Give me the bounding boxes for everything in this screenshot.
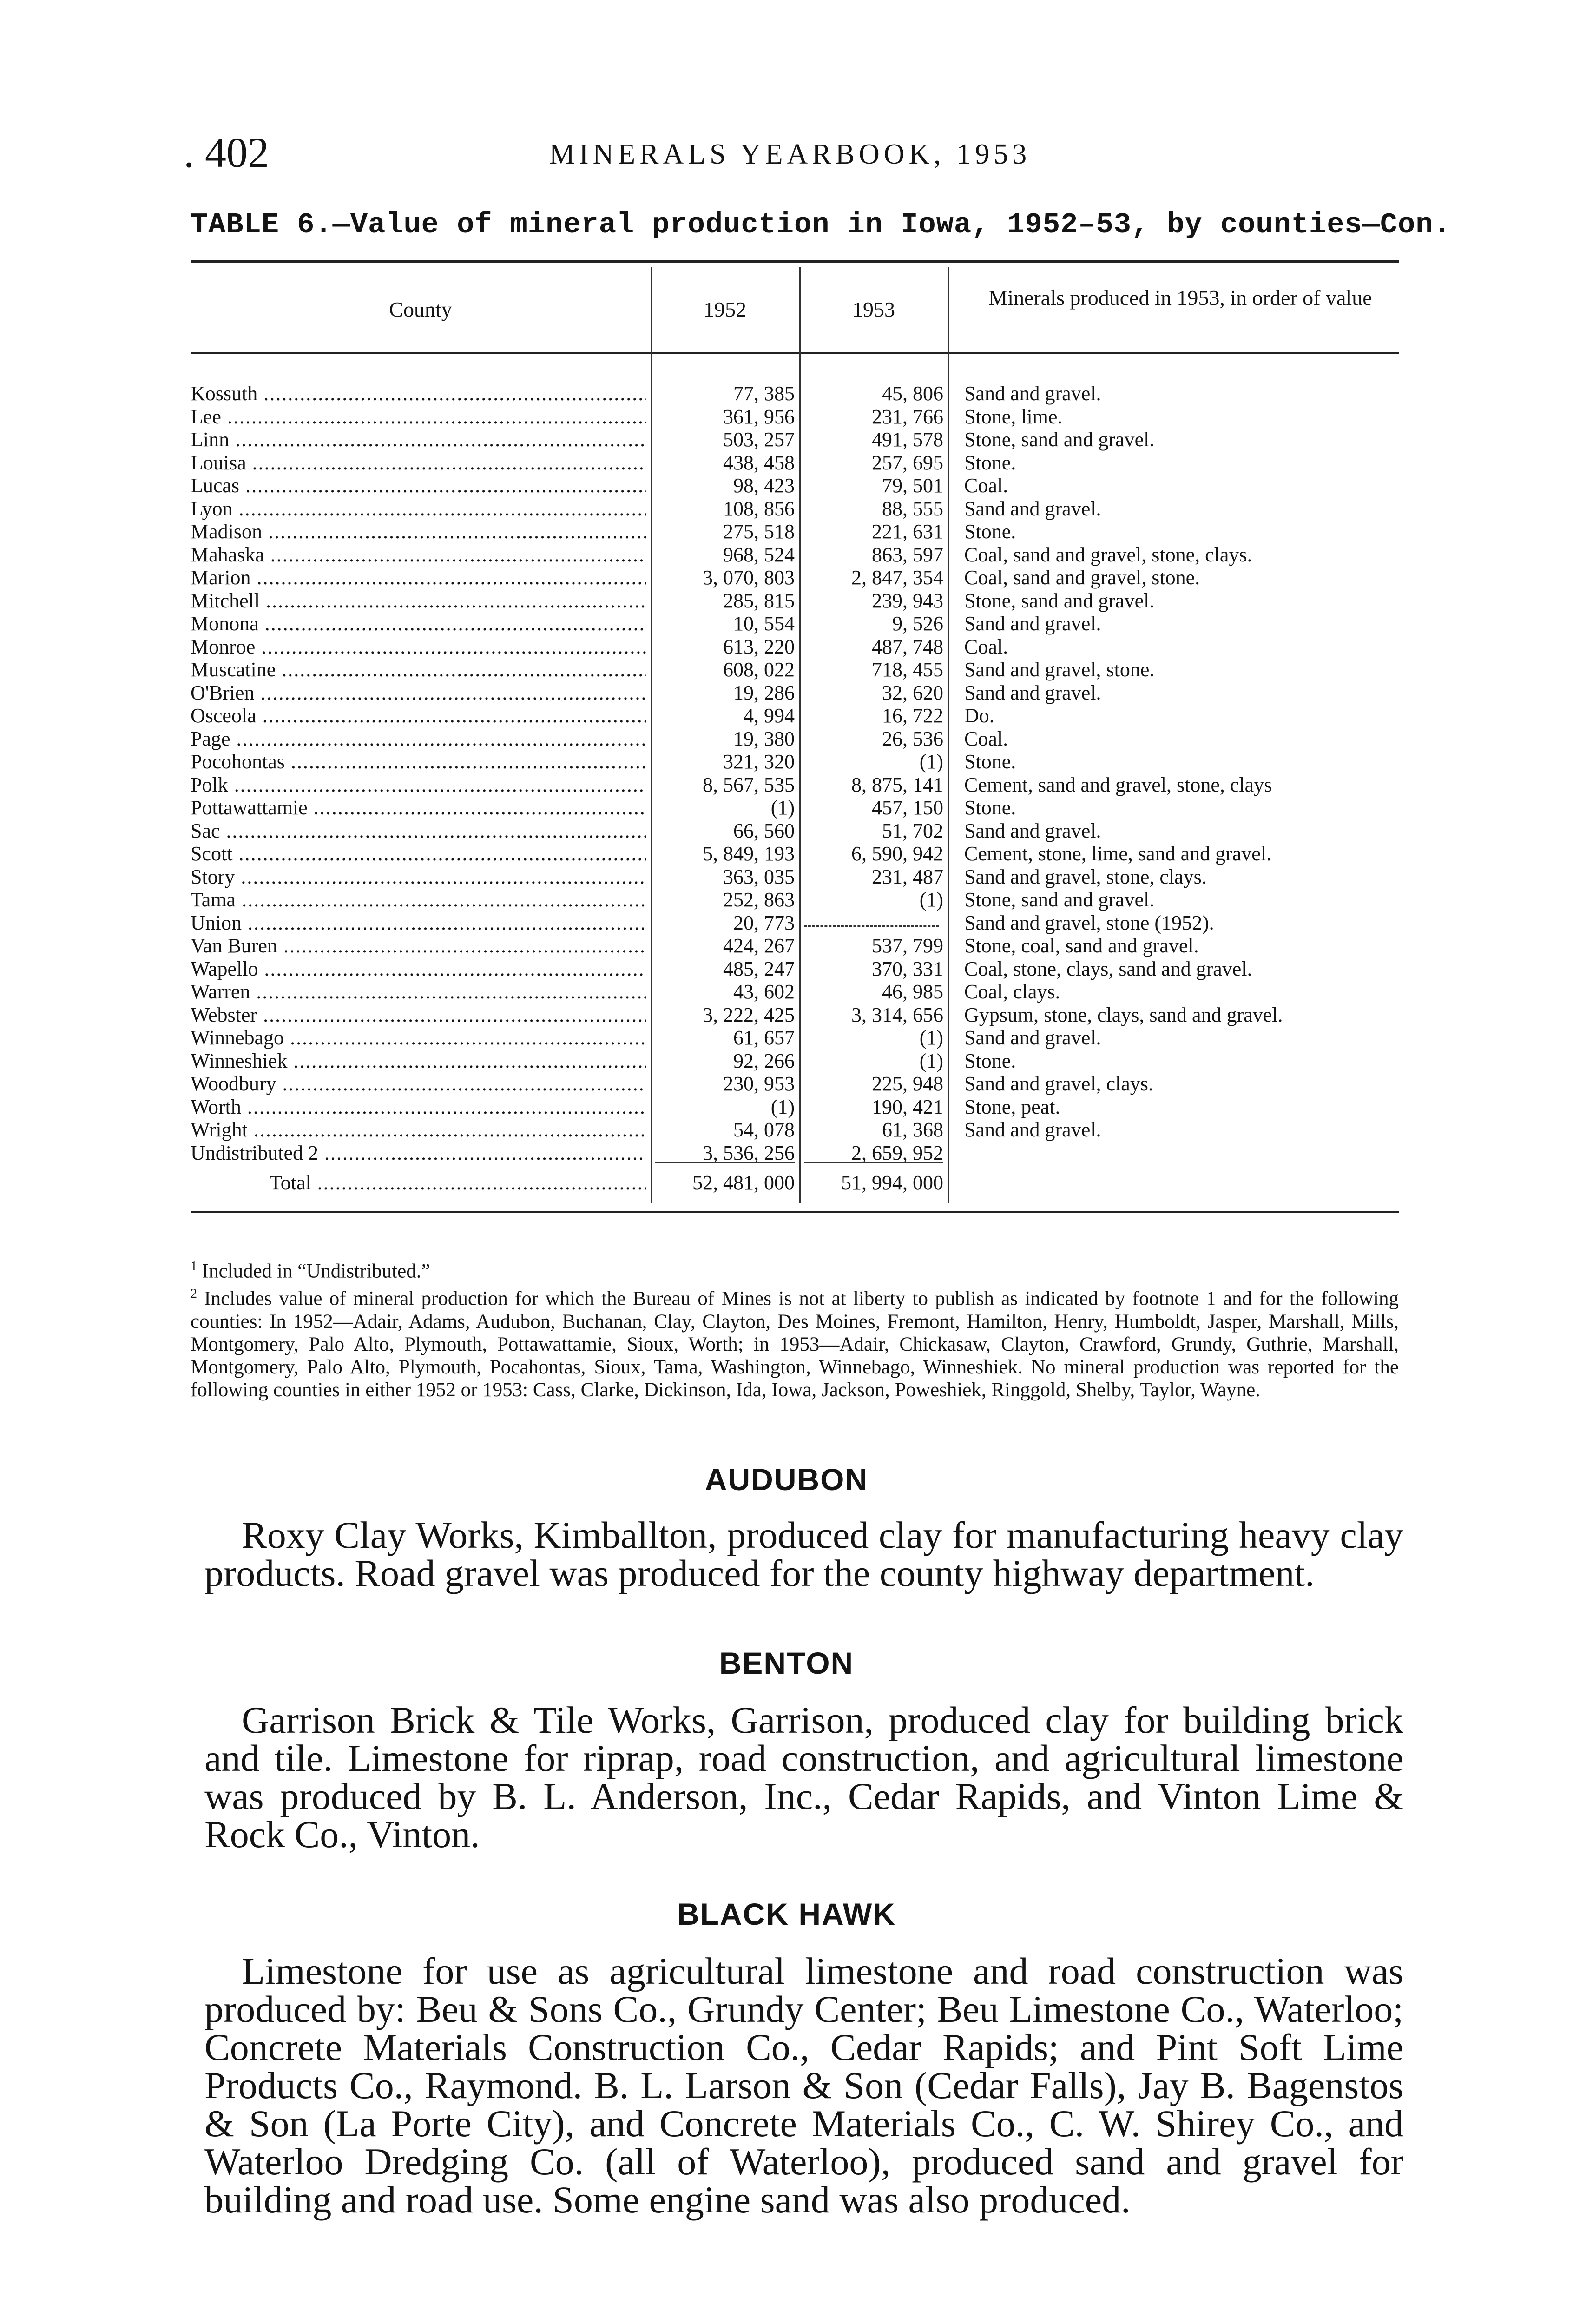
minerals-cell: Cement, stone, lime, sand and gravel. <box>964 842 1272 865</box>
minerals-cell: Stone. <box>964 750 1016 773</box>
county-cell: Undistributed 2 ..... <box>191 1142 646 1165</box>
footnote-2 <box>191 1282 1399 1401</box>
footnote-1 <box>191 1255 1399 1282</box>
value-1952-cell: 3, 536, 256 <box>703 1141 795 1164</box>
minerals-cell: Sand and gravel. <box>964 1118 1101 1141</box>
value-1952-cell: 363, 035 <box>723 865 795 888</box>
table-row <box>191 428 1399 451</box>
column-header-1953: 1953 <box>852 297 895 321</box>
value-1953-cell: 3, 314, 656 <box>851 1003 943 1026</box>
value-1953-cell: 26, 536 <box>882 727 943 750</box>
minerals-cell: Stone. <box>964 451 1016 474</box>
value-1952-cell: 5, 849, 193 <box>703 842 795 865</box>
county-cell: Monroe ..... <box>191 635 646 659</box>
value-1952-cell: 66, 560 <box>733 819 795 842</box>
table-row <box>191 566 1399 589</box>
table-row <box>191 451 1399 475</box>
minerals-cell: Sand and gravel. <box>964 497 1101 520</box>
minerals-cell: Coal, sand and gravel, stone, clays. <box>964 543 1252 566</box>
county-cell: Lyon ..... <box>191 497 646 521</box>
table-body <box>191 382 1399 1164</box>
value-1953-cell: 370, 331 <box>872 957 943 980</box>
value-1952-cell: 20, 773 <box>733 911 795 934</box>
value-1953-cell: (1) <box>919 888 943 911</box>
value-1952-cell: 275, 518 <box>723 520 795 543</box>
column-header-minerals: Minerals produced in 1953, in order of value <box>988 286 1372 310</box>
total-1952: 52, 481, 000 <box>692 1171 795 1194</box>
footnote-2-text: Includes value of mineral production for which the Bureau of Mines is not at liberty to publish as indicated by footnote 1 and for the following counties: In 1952—Adair, Adams, Audubon, Buchanan, Clay, Clayton, Des Moines, Fremont, Hamilton, Henry, Humboldt, Jasper, Marshall, Mills, Montgomery, Palo Alto, Plymouth, Pottawattamie, Sioux, Worth; in 1953—Adair, Chickasaw, Clayton, Crawford, Grundy, Guthrie, Marshall, Montgomery, Palo Alto, Plymouth, Pocahontas, Sioux, Tama, Washington, Winnebago, Winneshiek. No mineral production was reported for the following counties in either 1952 or 1953: Cass, Clarke, Dickinson, Ida, Iowa, Jackson, Poweshiek, Ringgold, Shelby, Taylor, Wayne. <box>191 1287 1399 1401</box>
value-1952-cell: 8, 567, 535 <box>703 773 795 796</box>
section-text-audubon: Roxy Clay Works, Kimballton, produced clay for manufacturing heavy clay products. Road gravel was produced for the county highway department. <box>204 1514 1403 1594</box>
table-row <box>191 1118 1399 1142</box>
minerals-cell: Coal, clays. <box>964 980 1060 1003</box>
county-cell: Lee ..... <box>191 405 646 429</box>
value-1953-cell <box>804 911 939 927</box>
table-row <box>191 1072 1399 1096</box>
county-cell: Winneshiek ..... <box>191 1050 646 1073</box>
minerals-cell: Sand and gravel. <box>964 382 1101 405</box>
total-1953: 51, 994, 000 <box>841 1171 943 1194</box>
table-row <box>191 1050 1399 1073</box>
county-cell: Wapello ..... <box>191 957 646 981</box>
county-cell: Tama ..... <box>191 888 646 911</box>
footnote-marker: 2 <box>191 1287 197 1301</box>
value-1953-cell: 257, 695 <box>872 451 943 474</box>
table-row <box>191 888 1399 911</box>
minerals-cell: Stone. <box>964 1049 1016 1072</box>
table-row <box>191 658 1399 681</box>
county-cell: Osceola ..... <box>191 704 646 727</box>
value-1952-cell: 92, 266 <box>733 1049 795 1072</box>
county-cell: Madison ..... <box>191 520 646 543</box>
column-header-county: County <box>389 297 452 321</box>
minerals-cell: Sand and gravel. <box>964 1026 1101 1049</box>
value-1953-cell: 32, 620 <box>882 681 943 704</box>
value-1952-cell: 10, 554 <box>733 612 795 635</box>
total-label: Total ..... <box>270 1169 646 1197</box>
value-1953-cell: 2, 847, 354 <box>851 566 943 589</box>
value-1952-cell: (1) <box>770 1095 795 1118</box>
value-1952-cell: 3, 070, 803 <box>703 566 795 589</box>
minerals-cell: Stone. <box>964 520 1016 543</box>
value-1953-cell: 45, 806 <box>882 382 943 405</box>
county-cell: Webster ..... <box>191 1004 646 1027</box>
minerals-cell: Stone, lime. <box>964 405 1063 428</box>
table-row <box>191 635 1399 659</box>
column-header-1952: 1952 <box>704 297 746 321</box>
minerals-cell: Sand and gravel, stone. <box>964 658 1155 681</box>
value-1952-cell: 438, 458 <box>723 451 795 474</box>
section-text-benton: Garrison Brick & Tile Works, Garrison, produced clay for building brick and tile. Limestone for riprap, road construction, and agricultural limestone was produced by B. L. Anderson, Inc., Cedar Rapids, and Vinton Lime & Rock Co., Vinton. <box>204 1699 1403 1855</box>
book-title: MINERALS YEARBOOK, 1953 <box>549 139 1031 170</box>
county-cell: Linn ..... <box>191 428 646 451</box>
table-row <box>191 681 1399 705</box>
county-cell: Pocohontas ..... <box>191 750 646 773</box>
minerals-cell: Gypsum, stone, clays, sand and gravel. <box>964 1003 1283 1026</box>
value-1952-cell: 230, 953 <box>723 1072 795 1095</box>
value-1953-cell: 718, 455 <box>872 658 943 681</box>
county-cell: Louisa ..... <box>191 451 646 475</box>
minerals-cell: Coal, sand and gravel, stone. <box>964 566 1200 589</box>
value-1953-cell: 221, 631 <box>872 520 943 543</box>
minerals-cell: Do. <box>964 704 994 727</box>
section-heading-benton: BENTON <box>719 1646 854 1680</box>
total-rule-1953 <box>804 1162 943 1163</box>
table-header-rule <box>191 352 1399 354</box>
minerals-cell: Coal. <box>964 727 1008 750</box>
minerals-cell: Stone, peat. <box>964 1095 1060 1118</box>
table-row <box>191 934 1399 957</box>
table-row <box>191 750 1399 773</box>
table-row <box>191 1096 1399 1119</box>
county-cell: Scott ..... <box>191 842 646 865</box>
table-row <box>191 520 1399 543</box>
value-1952-cell: 252, 863 <box>723 888 795 911</box>
value-1952-cell: 3, 222, 425 <box>703 1003 795 1026</box>
value-1953-cell: 88, 555 <box>882 497 943 520</box>
value-1952-cell: 485, 247 <box>723 957 795 980</box>
table-title: TABLE 6.—Value of mineral production in Iowa, 1952–53, by counties—Con. <box>191 208 1451 241</box>
value-1952-cell: 77, 385 <box>733 382 795 405</box>
county-cell: Mahaska ..... <box>191 543 646 567</box>
table-row <box>191 704 1399 727</box>
value-1953-cell: 537, 799 <box>872 934 943 957</box>
county-cell: O'Brien ..... <box>191 681 646 705</box>
minerals-cell: Stone, coal, sand and gravel. <box>964 934 1199 957</box>
value-1953-cell: 16, 722 <box>882 704 943 727</box>
county-cell: Story ..... <box>191 865 646 889</box>
table-bottom-rule <box>191 1211 1399 1213</box>
table-row <box>191 612 1399 635</box>
value-1953-cell: 863, 597 <box>872 543 943 566</box>
page-number: . 402 <box>184 129 269 176</box>
minerals-cell: Sand and gravel, clays. <box>964 1072 1153 1095</box>
value-1952-cell: 61, 657 <box>733 1026 795 1049</box>
value-1953-cell: (1) <box>919 750 943 773</box>
minerals-cell: Sand and gravel. <box>964 819 1101 842</box>
table-row <box>191 405 1399 429</box>
minerals-cell: Cement, sand and gravel, stone, clays <box>964 773 1272 796</box>
value-1952-cell: 321, 320 <box>723 750 795 773</box>
table-row <box>191 911 1399 935</box>
value-1952-cell: 4, 994 <box>744 704 795 727</box>
value-1953-cell: 457, 150 <box>872 796 943 819</box>
county-cell: Pottawattamie ..... <box>191 796 646 819</box>
value-1953-cell: 239, 943 <box>872 589 943 612</box>
table-row <box>191 796 1399 819</box>
value-1952-cell: 968, 524 <box>723 543 795 566</box>
value-1953-cell: 225, 948 <box>872 1072 943 1095</box>
value-1952-cell: 19, 286 <box>733 681 795 704</box>
value-1952-cell: 285, 815 <box>723 589 795 612</box>
county-cell: Van Buren ..... <box>191 934 646 957</box>
value-1953-cell: 487, 748 <box>872 635 943 658</box>
table-row <box>191 382 1399 405</box>
value-1952-cell: 98, 423 <box>733 474 795 497</box>
value-1952-cell: 424, 267 <box>723 934 795 957</box>
county-cell: Worth ..... <box>191 1096 646 1119</box>
section-text-black-hawk: Limestone for use as agricultural limestone and road construction was produced by: Beu & Sons Co., Grundy Center; Beu Limestone Co., Waterloo; Concrete Materials Construction Co., Cedar Rapids; and Pint Soft Lime Products Co., Raymond. B. L. Larson & Son (Cedar Falls), Jay B. Bagenstos & Son (La Porte City), and Concrete Materials Co., C. W. Shirey Co., and Waterloo Dredging Co. (all of Waterloo), produced sand and gravel for building and road use. Some engine sand was also produced. <box>204 1950 1403 2221</box>
table-row <box>191 957 1399 981</box>
value-1953-cell: 6, 590, 942 <box>851 842 943 865</box>
table-row <box>191 727 1399 751</box>
minerals-cell: Sand and gravel. <box>964 612 1101 635</box>
table-row <box>191 773 1399 797</box>
table-row <box>191 1142 1399 1165</box>
value-1953-cell: 2, 659, 952 <box>851 1141 943 1164</box>
county-cell: Marion ..... <box>191 566 646 589</box>
value-1952-cell: 19, 380 <box>733 727 795 750</box>
county-cell: Kossuth ..... <box>191 382 646 405</box>
value-1953-cell: 9, 526 <box>892 612 943 635</box>
county-cell: Page ..... <box>191 727 646 751</box>
table-row <box>191 1004 1399 1027</box>
table-row <box>191 819 1399 843</box>
footnote-1-text: Included in “Undistributed.” <box>202 1260 430 1282</box>
minerals-cell: Sand and gravel. <box>964 681 1101 704</box>
minerals-cell: Stone, sand and gravel. <box>964 428 1155 451</box>
minerals-cell: Sand and gravel, stone (1952). <box>964 911 1214 934</box>
total-row <box>191 1169 1399 1197</box>
value-1953-cell: 8, 875, 141 <box>851 773 943 796</box>
table-top-rule <box>191 260 1399 263</box>
value-1952-cell: (1) <box>770 796 795 819</box>
table-row <box>191 543 1399 567</box>
running-header <box>184 128 1396 179</box>
table-row <box>191 842 1399 865</box>
table-row <box>191 497 1399 521</box>
county-cell: Monona ..... <box>191 612 646 635</box>
county-cell: Mitchell ..... <box>191 589 646 613</box>
county-cell: Wright ..... <box>191 1118 646 1142</box>
table-footnotes <box>191 1255 1399 1401</box>
section-heading-black-hawk: BLACK HAWK <box>677 1897 896 1931</box>
table-row <box>191 589 1399 613</box>
table-row <box>191 980 1399 1004</box>
minerals-cell: Coal. <box>964 635 1008 658</box>
footnote-marker: 1 <box>191 1259 197 1274</box>
county-cell: Union ..... <box>191 911 646 935</box>
minerals-cell: Coal, stone, clays, sand and gravel. <box>964 957 1252 980</box>
county-cell: Muscatine ..... <box>191 658 646 681</box>
value-1952-cell: 108, 856 <box>723 497 795 520</box>
value-1952-cell: 613, 220 <box>723 635 795 658</box>
total-rule-1952 <box>655 1162 795 1163</box>
table-row <box>191 1026 1399 1050</box>
minerals-cell: Stone, sand and gravel. <box>964 589 1155 612</box>
value-1953-cell: 231, 487 <box>872 865 943 888</box>
value-1953-cell: (1) <box>919 1049 943 1072</box>
minerals-cell: Coal. <box>964 474 1008 497</box>
value-1953-cell: 190, 421 <box>872 1095 943 1118</box>
minerals-cell: Sand and gravel, stone, clays. <box>964 865 1207 888</box>
county-cell: Winnebago ..... <box>191 1026 646 1050</box>
value-1952-cell: 608, 022 <box>723 658 795 681</box>
value-1952-cell: 43, 602 <box>733 980 795 1003</box>
table-row <box>191 474 1399 497</box>
minerals-cell: Stone, sand and gravel. <box>964 888 1155 911</box>
section-heading-audubon: AUDUBON <box>704 1462 869 1497</box>
value-1953-cell: 61, 368 <box>882 1118 943 1141</box>
value-1952-cell: 54, 078 <box>733 1118 795 1141</box>
minerals-cell: Stone. <box>964 796 1016 819</box>
county-cell: Lucas ..... <box>191 474 646 497</box>
county-cell: Polk ..... <box>191 773 646 797</box>
county-cell: Woodbury ..... <box>191 1072 646 1096</box>
value-1953-cell: 231, 766 <box>872 405 943 428</box>
table-row <box>191 865 1399 889</box>
value-1952-cell: 503, 257 <box>723 428 795 451</box>
county-cell: Sac ..... <box>191 819 646 843</box>
value-1953-cell: 51, 702 <box>882 819 943 842</box>
value-1953-cell: 46, 985 <box>882 980 943 1003</box>
value-1952-cell: 361, 956 <box>723 405 795 428</box>
value-1953-cell: 491, 578 <box>872 428 943 451</box>
value-1953-cell: (1) <box>919 1026 943 1049</box>
value-1953-cell: 79, 501 <box>882 474 943 497</box>
county-cell: Warren ..... <box>191 980 646 1004</box>
